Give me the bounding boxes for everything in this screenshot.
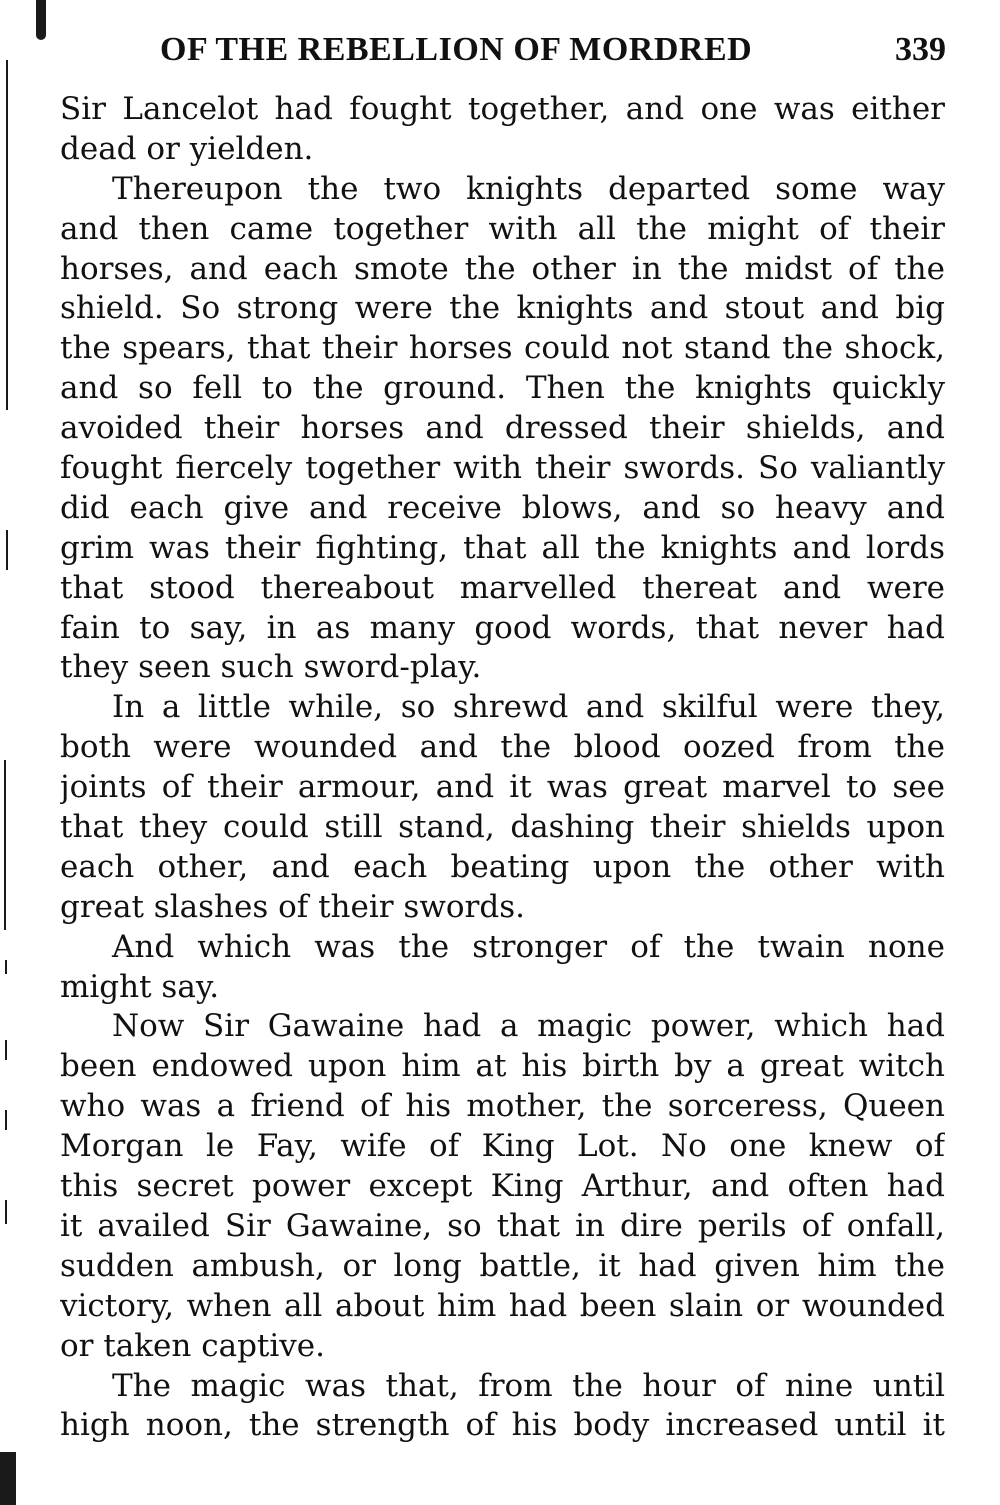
text-line: sudden ambush, or long battle, it had given him the	[60, 1247, 945, 1284]
scan-margin-line-upper	[6, 60, 8, 410]
scan-margin-tick-1	[5, 960, 7, 974]
text-line: Thereupon the two knights departed some way	[112, 170, 945, 207]
text-line: avoided their horses and dressed their shields, and	[60, 410, 945, 447]
text-line: horses, and each smote the other in the midst of the	[60, 250, 945, 287]
scan-margin-tick-2	[5, 1040, 7, 1060]
text-line: joints of their armour, and it was great marvel to see	[60, 769, 945, 806]
text-line: each other, and each beating upon the other with	[60, 848, 945, 885]
text-line: high noon, the strength of his body increased until it	[60, 1407, 945, 1444]
text-line: did each give and receive blows, and so heavy and	[60, 489, 945, 526]
text-line: that stood thereabout marvelled thereat and were	[60, 569, 945, 606]
running-header	[160, 28, 950, 76]
text-line: great slashes of their swords.	[60, 888, 525, 925]
text-line: that they could still stand, dashing their shields upon	[60, 809, 945, 846]
body-text	[60, 90, 945, 1446]
text-line: In a little while, so shrewd and skilful were they,	[112, 689, 945, 726]
running-title: OF THE REBELLION OF MORDRED	[160, 31, 753, 68]
text-line: dead or yielden.	[60, 130, 314, 167]
text-line: the spears, that their horses could not stand the shock,	[60, 330, 945, 367]
text-line: Sir Lancelot had fought together, and one was either	[60, 91, 945, 127]
text-line: victory, when all about him had been slain or wounded	[60, 1287, 945, 1324]
scan-artifact-bottom	[0, 1452, 16, 1505]
text-line: The magic was that, from the hour of nine until	[112, 1367, 945, 1404]
text-line: grim was their fighting, that all the knights and lords	[60, 529, 945, 566]
text-line: fain to say, in as many good words, that never had	[60, 609, 945, 646]
text-line: Morgan le Fay, wife of King Lot. No one knew of	[60, 1128, 945, 1165]
page-number: 339	[895, 31, 946, 68]
text-line: or taken captive.	[60, 1327, 325, 1364]
text-line: might say.	[60, 968, 220, 1005]
text-line: and so fell to the ground. Then the knights quickly	[60, 370, 945, 407]
scan-margin-line-mid	[6, 530, 8, 570]
text-line: both were wounded and the blood oozed from the	[60, 729, 945, 766]
text-line: shield. So strong were the knights and stout and big	[60, 290, 945, 327]
scan-margin-tick-3	[5, 1110, 7, 1130]
text-line: And which was the stronger of the twain none	[112, 928, 945, 965]
text-line: it availed Sir Gawaine, so that in dire perils of onfall,	[60, 1207, 945, 1244]
text-line: who was a friend of his mother, the sorceress, Queen	[60, 1088, 945, 1125]
text-line: they seen such sword-play.	[60, 649, 482, 686]
text-line: Now Sir Gawaine had a magic power, which had	[112, 1008, 945, 1045]
text-line: fought fiercely together with their swords. So valiantly	[60, 450, 945, 487]
text-line: this secret power except King Arthur, and often had	[60, 1168, 945, 1205]
scan-artifact-top	[36, 0, 46, 40]
scan-margin-line-lower	[4, 760, 6, 930]
text-line: and then came together with all the might of their	[60, 210, 945, 247]
scan-margin-tick-4	[5, 1200, 7, 1224]
text-line: been endowed upon him at his birth by a great witch	[60, 1048, 945, 1085]
